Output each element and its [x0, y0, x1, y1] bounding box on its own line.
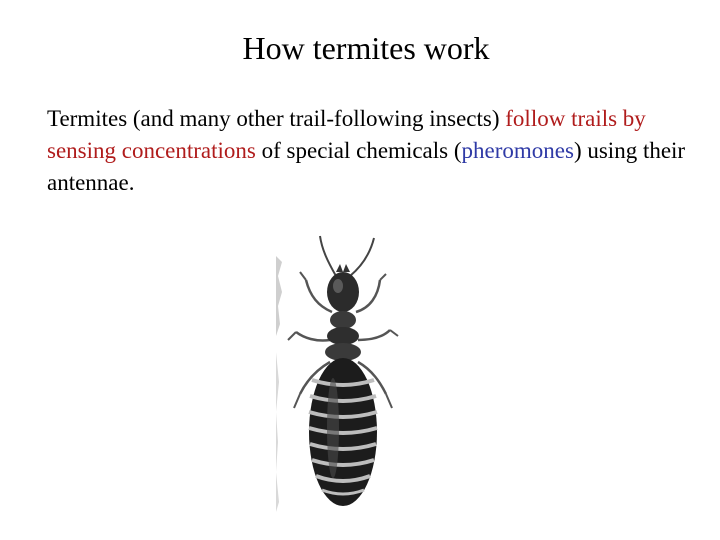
body-text-part3: of special chemicals (	[255, 138, 462, 163]
slide-title: How termites work	[242, 30, 490, 66]
highlight-pheromones: pheromones	[461, 138, 574, 163]
highlight-trail-sensing: follow trails by sensing concentrations	[47, 106, 646, 163]
body-paragraph	[47, 103, 687, 199]
termite-illustration	[270, 232, 410, 532]
body-text-part5: ) using their antennae.	[47, 138, 686, 195]
body-text-part1: Termites (and many other trail-following insects)	[47, 106, 506, 131]
